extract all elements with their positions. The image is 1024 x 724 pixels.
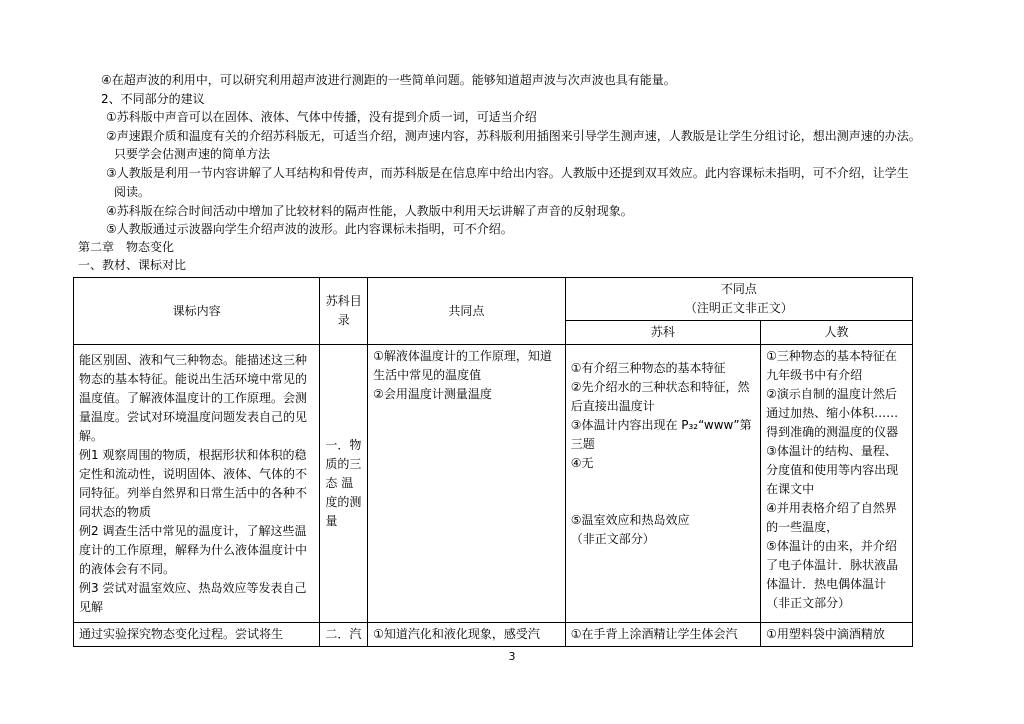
example-1: 例1 观察周围的物质，根据形状和体积的稳定性和流动性，说明固体、液体、气体的不同特征。列举自然界和日常生活中的各种不同状态的物质 (79, 447, 308, 519)
header-diff-title: 不同点 (720, 282, 757, 296)
text-line: ④苏科版在综合时间活动中增加了比较材料的隔声性能，人教版中利用天坛讲解了声音的反射现象。 (106, 204, 633, 218)
header-toc: 苏科目录 (320, 278, 368, 345)
cell-standard (74, 345, 320, 623)
text-line: ⑤人教版通过示波器向学生介绍声波的波形。此内容课标未指明，可不介绍。 (106, 222, 513, 236)
cell-toc: 一．物质的三态 温度的测量 (320, 345, 368, 623)
cell-sk (565, 345, 760, 623)
text-line: 2、不同部分的建议 (101, 92, 205, 106)
example-2: 例2 调查生活中常见的温度计，了解这些温度计的工作原理，解释为什么液体温度计中的液体会有不同。 (79, 523, 308, 576)
cell-rj: ①三种物态的基本特征在九年级书中有介绍 ②演示自制的温度计然后通过加热、缩小体积……得到准确的测温度的仪器 ③体温计的结构、量程、分度值和使用等内容出现在课文中 ④并用表格介绍了自然界的一些温度， ⑤体温计的由来，并介绍了电子体温计．脉状液晶体温计．热电偶体温计 （非正文部分） (761, 345, 913, 623)
chapter-heading: 第二章 物态变化 (78, 240, 175, 254)
header-rj: 人教 (761, 321, 913, 345)
text-line: ②声速跟介质和温度有关的介绍苏科版无，可适当介绍，测声速内容，苏科版利用插图来引导学生测声速，人教版是让学生分组讨论，想出测声速的办法。 (106, 129, 921, 143)
cell-common: ①解液体温度计的工作原理，知道生活中常见的温度值 ②会用温度计测量温度 (368, 345, 566, 623)
text-line: 阅读。 (114, 185, 151, 199)
header-standard: 课标内容 (74, 278, 320, 345)
example-3: 例3 尝试对温室效应、热岛效应等发表自己见解 (79, 580, 307, 614)
header-diff (565, 278, 912, 321)
cell-standard: 通过实验探究物态变化过程。尝试将生 (74, 623, 320, 647)
table-row (74, 623, 913, 647)
text-line: ④在超声波的利用中，可以研究利用超声波进行测距的一些简单问题。能够知道超声波与次声波也具有能量。 (101, 73, 676, 87)
cell-toc: 二．汽 (320, 623, 368, 647)
text-line: 只要学会估测声速的简单方法 (114, 147, 271, 161)
sk-text-b: ⑤温室效应和热岛效应 （非正文部分） (570, 513, 690, 546)
cell-rj: ①用塑料袋中滴酒精放 (761, 623, 913, 647)
text-line: ③人教版是利用一节内容讲解了人耳结构和骨传声，而苏科版是在信息库中给出内容。人教版中还提到双耳效应。此内容课标未指明，可不介绍，让学生 (106, 166, 909, 180)
page-number: 3 (508, 650, 516, 663)
cell-sk: ①在手背上涂酒精让学生体会汽 (565, 623, 760, 647)
table-row (74, 345, 913, 623)
sk-text-a: ①有介绍三种物态的基本特征 ②先介绍水的三种状态和特征，然后直接出温度计 ③体温计内容出现在 P₃₂“www”第三题 ④无 (570, 361, 752, 470)
section-heading: 一、教材、课标对比 (78, 258, 187, 272)
header-diff-note: （注明正文非正文） (684, 301, 793, 315)
header-common: 共同点 (368, 278, 566, 345)
cell-common: ①知道汽化和液化现象，感受汽 (368, 623, 566, 647)
standard-text: 能区别固、液和气三种物态。能描述这三种物态的基本特征。能说出生活环境中常见的温度值。了解液体温度计的工作原理。会测量温度。尝试对环境温度问题发表自己的见解。 (79, 352, 308, 443)
comparison-table (73, 277, 913, 647)
header-sk: 苏科 (565, 321, 760, 345)
text-line: ①苏科版中声音可以在固体、液体、气体中传播，没有提到介质一词，可适当介绍 (106, 110, 537, 124)
